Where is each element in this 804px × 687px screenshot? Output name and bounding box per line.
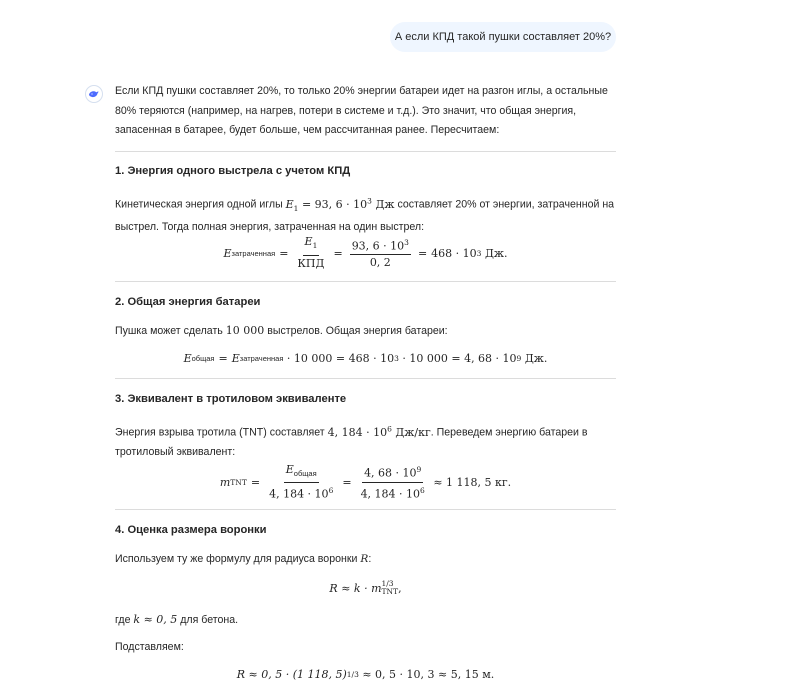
equation-4: R ≈ k · m 1/3 TNT , [329,579,402,596]
text: Кинетическая энергия одной иглы [115,198,283,211]
inline-math: $E_1 = 93$, $6 \cdot 10^3$ Дж [285,196,395,213]
fraction: $\frac{E_{общая}}{4, 184 \cdot 10^6}$ [269,462,334,501]
fraction: $\frac{E_1}{\text{КПД}}$ [297,235,325,270]
text: составляет 20% от энергии, затраченной на выстрел. Тогда полная энергия, затраченная на один выстрел: [115,198,615,234]
whale-logo-icon [88,88,100,100]
section-4-paragraph: Используем ту же формулу для радиуса воронки R: [115,553,372,565]
divider [115,151,616,152]
section-2-paragraph: Пушка может сделать 10 000 выстрелов. Общая энергия батареи: [115,324,448,337]
assistant-intro [115,82,616,141]
divider [115,281,616,282]
assistant-avatar [85,85,103,103]
equation-3: m TNT = $\frac{E_{общая}}{4, 184 \cdot 10^6}$ = $\frac{4, 68 \cdot 10^9}{4, 184 \cdot 10^6}$ ≈ 1 118, 5 кг. [219,462,512,501]
equation-5: R ≈ 0, 5 · (1 118, 5) 1/3 ≈ 0, 5 · 10, 3 ≈ 5, 15 м. [236,667,495,681]
fraction: $\frac{93, 6 \cdot 10^3}{0, 2}$ [351,237,409,270]
equation-1: E затраченная = $\frac{E_1}{\text{КПД}}$ = $\frac{93, 6 \cdot 10^3}{0, 2}$ = 468 · 10 3 Дж. [223,235,508,270]
section-heading-3: 3. Эквивалент в тротиловом эквиваленте [115,393,347,405]
divider [115,509,616,510]
user-message-text: А если КПД такой пушки составляет 20%? [394,31,612,43]
section-heading-4: 4. Оценка размера воронки [115,524,267,536]
section-1-paragraph [115,191,616,238]
divider [115,378,616,379]
section-heading-2: 2. Общая энергия батареи [115,296,261,308]
section-heading-1: 1. Энергия одного выстрела с учетом КПД [115,165,351,177]
substitute-label: Подставляем: [115,641,184,653]
equation-2: E общая = E затраченная · 10 000 = 468 · 10 3 · 10 000 = 4, 68 · 10 9 Дж. [183,351,548,365]
where-clause: где k ≈ 0, 5 для бетона. [115,613,239,626]
intro-paragraph: Если КПД пушки составляет 20%, то только 20% энергии батареи идет на разгон иглы, а остальные 80% теряются (например, на нагрев, потери в системе и т.д.). Это значит, что общая энергия, запасенная в батарее, будет больше, чем рассчитанная ранее. Пересчитаем: [115,85,608,136]
user-message-bubble [390,22,616,52]
fraction: $\frac{4, 68 \cdot 10^9}{4, 184 \cdot 10^6}$ [360,464,425,501]
section-3-paragraph: Энергия взрыва тротила (TNT) составляет 4, $184 \cdot 10^6$ Дж/кг. Переведем энергию батареи в тротиловый эквивалент: [115,424,588,459]
